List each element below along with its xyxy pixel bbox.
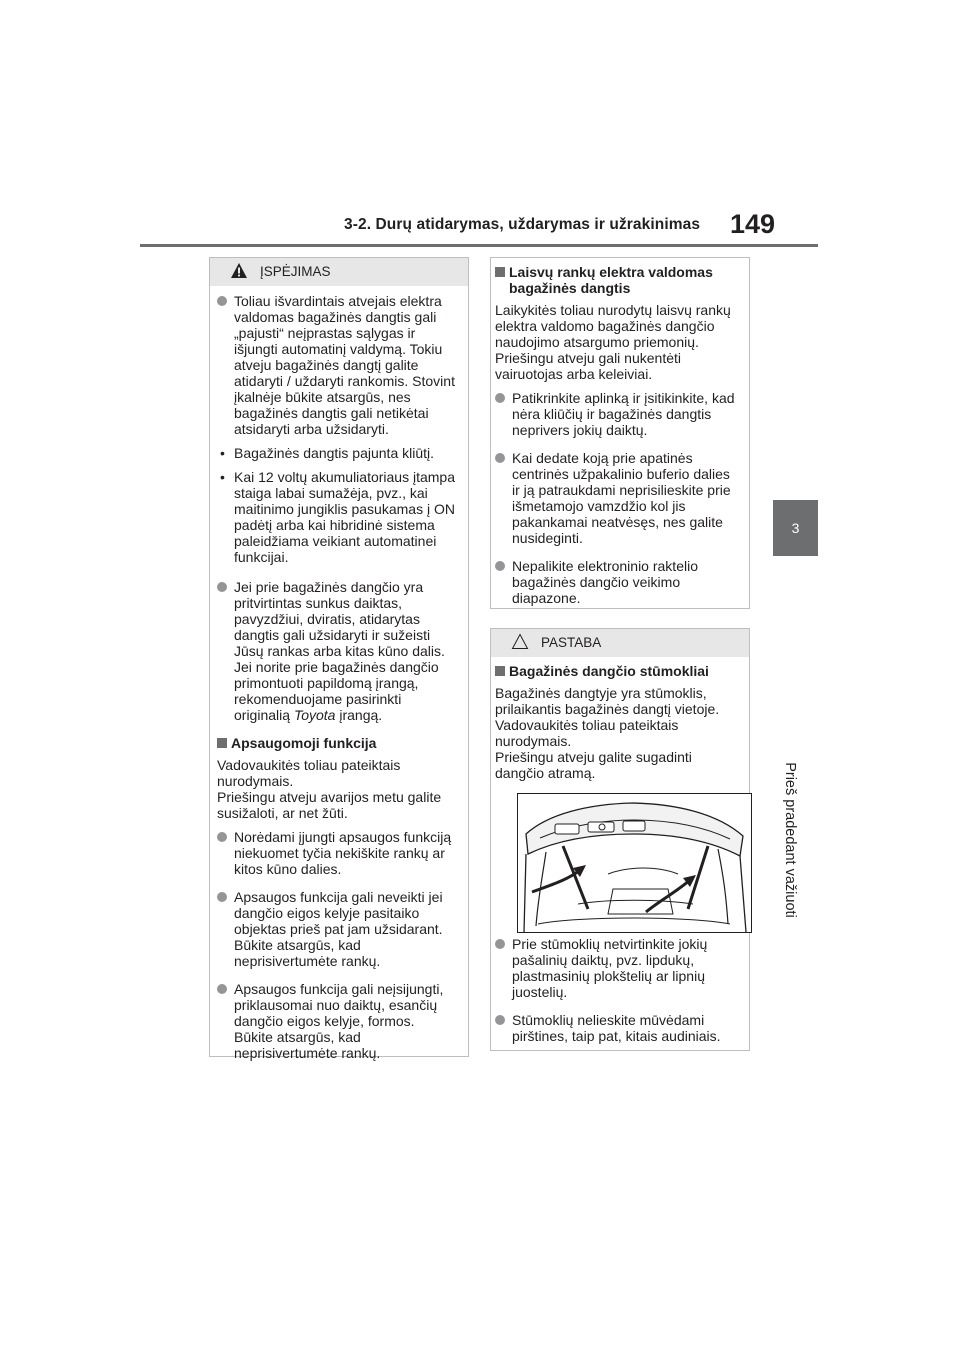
- sub-bullet-icon: •: [220, 469, 225, 485]
- section-square-icon: [495, 666, 505, 676]
- sub-bullet-icon: •: [220, 445, 225, 461]
- bullet-dot-icon: [495, 453, 505, 463]
- chapter-tab: 3: [773, 500, 818, 556]
- chapter-title-vertical: [780, 740, 800, 940]
- warning-box: [209, 257, 469, 1061]
- page-number: 149: [730, 209, 776, 239]
- warning-bullet-shape: Apsaugos funkcija gali neįsijungti, priklausomai nuo daiktų, esančių dangčio eigos kelyje, formos. Būkite atsargūs, kad neprisivertumėte rankų.: [217, 981, 467, 1061]
- warning-title: ĮSPĖJIMAS: [260, 264, 331, 279]
- notice-box: [490, 628, 750, 1051]
- warning-bullet-no-hands: Norėdami įjungti apsaugos funkciją niekuomet tyčia nekiškite rankų ar kitos kūno dalies.: [217, 829, 467, 877]
- notice-bullet-no-stickers: Prie stūmoklių netvirtinkite jokių pašalinių daiktų, pvz. lipdukų, plastmasinių plokštelių ar lipnių juostelių.: [495, 936, 749, 1000]
- bullet-dot-icon: [495, 1015, 505, 1025]
- notice-paragraph: Bagažinės dangtyje yra stūmoklis, prilaikantis bagažinės dangtį vietoje. Vadovaukitės toliau pateiktais nurodymais. Priešingu atveju galite sugadinti dangčio atramą.: [495, 685, 720, 781]
- bullet-dot-icon: [495, 561, 505, 571]
- header-divider: [140, 244, 818, 247]
- notice-heading: Bagažinės dangčio stūmokliai: [495, 663, 749, 679]
- warning-header: [210, 258, 468, 286]
- handsfree-bullet-key: Nepalikite elektroninio raktelio bagažinės dangčio veikimo diapazone.: [495, 558, 749, 606]
- bullet-dot-icon: [495, 393, 505, 403]
- warning-sub-obstacle: • Bagažinės dangtis pajunta kliūtį.: [220, 445, 435, 461]
- bullet-dot-icon: [495, 939, 505, 949]
- warning-bullet-auto-operation: Toliau išvardintais atvejais elektra valdomas bagažinės dangtis gali „pajusti“ neįprastas sąlygas ir išjungti automatinį valdymą. Tokiu atveju bagažinės dangtį galite atidaryti / uždaryti rankomis. Stovint įkalnėje būkite atsargūs, nes bagažinės dangtis gali netikėtai atsidaryti arba užsidaryti.: [217, 293, 467, 437]
- notice-header: [491, 629, 749, 657]
- bullet-dot-icon: [217, 296, 227, 306]
- protection-paragraph: Vadovaukitės toliau pateiktais nurodymais. Priešingu atveju avarijos metu galite susižaloti, ar net žūti.: [217, 757, 442, 821]
- open-liftgate-image: [518, 794, 751, 932]
- section-square-icon: [217, 738, 227, 748]
- bullet-dot-icon: [217, 892, 227, 902]
- bullet-dot-icon: [217, 832, 227, 842]
- handsfree-box: [490, 257, 750, 609]
- section-square-icon: [495, 267, 505, 277]
- warning-bullet-may-not-work: Apsaugos funkcija gali neveikti jei dangčio eigos kelyje pasitaiko objektas prieš pat jam užsidarant. Būkite atsargūs, kad neprisivertumėte rankų.: [217, 889, 467, 969]
- handsfree-heading: Laisvų rankų elektra valdomas bagažinės dangtis: [495, 264, 749, 296]
- handsfree-paragraph: Laikykitės toliau nurodytų laisvų rankų elektra valdomo bagažinės dangčio naudojimo atsargumo priemonių. Priešingu atveju gali nukentėti vairuotojas arba keleiviai.: [495, 302, 731, 382]
- notice-bullet-gloves: Stūmoklių nelieskite mūvėdami pirštines, taip pat, kitais audiniais.: [495, 1012, 749, 1044]
- warning-sub-voltage: • Kai 12 voltų akumuliatoriaus įtampa staiga labai sumažėja, pvz., kai maitinimo jungiklis pasukamas į ON padėtį arba kai hibridinė sistema paleidžiama veikiant automatinei funkcijai.: [220, 469, 456, 565]
- notice-title: PASTABA: [541, 635, 602, 650]
- notice-triangle-icon: [511, 633, 529, 650]
- trunk-struts-illustration: [517, 793, 752, 933]
- brand-name: Toyota: [293, 707, 336, 723]
- section-heading-protection: Apsaugomoji funkcija: [217, 735, 467, 751]
- bullet-dot-icon: [217, 984, 227, 994]
- handsfree-bullet-check-area: Patikrinkite aplinką ir įsitikinkite, kad nėra kliūčių ir bagažinės dangtis neprivers jokių daiktų.: [495, 390, 749, 438]
- chapter-title: Prieš pradedant važiuoti: [782, 762, 798, 918]
- handsfree-bullet-exhaust: Kai dedate koją prie apatinės centrinės užpakalinio buferio dalies ir ją patraukdami neprisilieskite prie išmetamojo vamzdžio kol jis pakankamai neatvėsęs, nes galite nusideginti.: [495, 450, 749, 546]
- bullet-dot-icon: [217, 582, 227, 592]
- section-title: 3-2. Durų atidarymas, uždarymas ir užrakinimas: [344, 216, 701, 233]
- warning-bullet-heavy-object: Jei prie bagažinės dangčio yra pritvirtintas sunkus daiktas, pavyzdžiui, dviratis, atidarytas dangtis gali užsidaryti ir sužeisti Jūsų rankas arba kitas kūno dalis. Jei norite prie bagažinės dangčio primontuoti papildomą įrangą, rekomenduojame pasirinkti originalią Toyota įrangą.: [217, 579, 467, 723]
- warning-triangle-icon: [230, 262, 248, 279]
